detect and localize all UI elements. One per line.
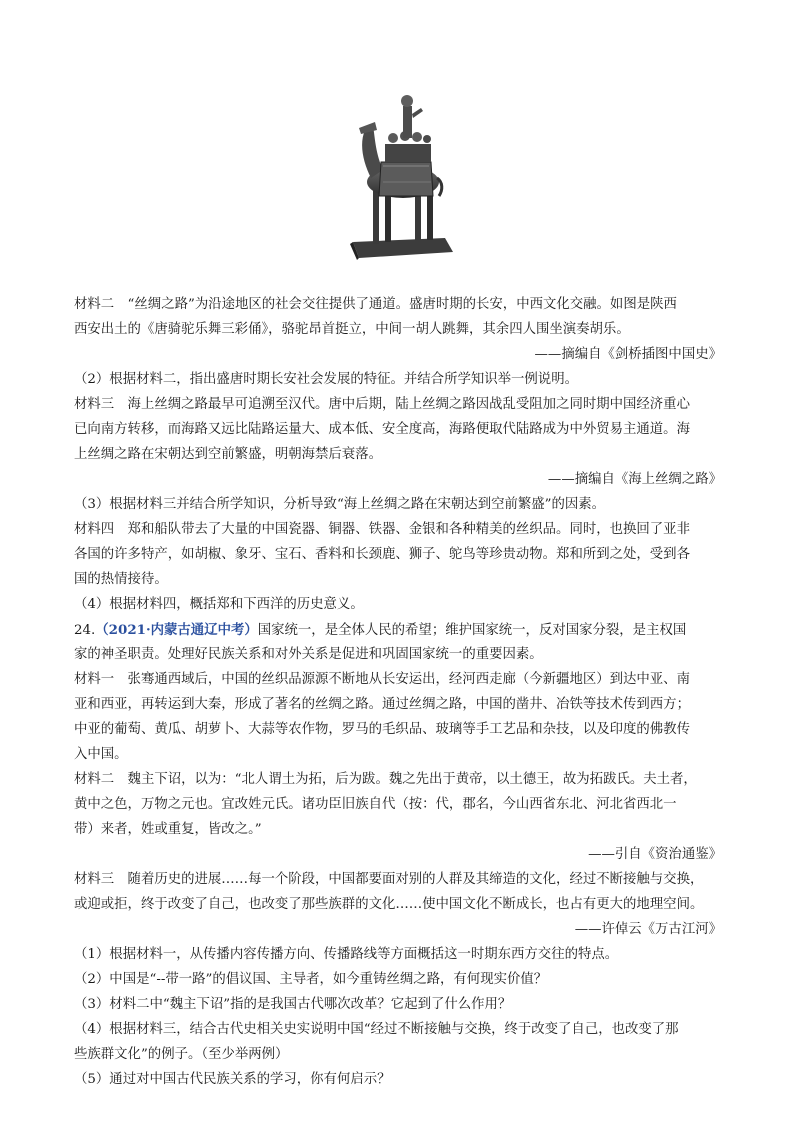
question-3-prior: （3）根据材料三并结合所学知识，分析导致“海上丝绸之路在宋朝达到空前繁盛”的因素。 bbox=[74, 497, 606, 512]
question-4-prior: （4）根据材料四，概括郑和下西洋的历史意义。 bbox=[74, 597, 364, 612]
material-3b-line-1: 材料三 随着历史的进展……每一个阶段，中国都要面对别的人群及其缔造的文化，经过不断接触与交换， bbox=[74, 872, 704, 887]
camel-sculpture-image bbox=[345, 92, 457, 262]
question-1: （1）根据材料一，从传播内容传播方向、传播路线等方面概括这一时期东西方交往的特点。 bbox=[74, 947, 619, 962]
material-4-line-1: 材料四 郑和船队带去了大量的中国瓷器、铜器、铁器、金银和各种精美的丝织品。同时，也换回了亚非 bbox=[74, 522, 690, 537]
question-3: （3）材料二中“魏主下诏”指的是我国古代哪次改革？它起到了什么作用？ bbox=[74, 997, 512, 1012]
exam-source-tag: （2021·内蒙古通辽中考） bbox=[95, 622, 258, 638]
source-citation-1: ——摘编自《剑桥插图中国史》 bbox=[534, 347, 722, 362]
material-3-line-1: 材料三 海上丝绸之路最早可追溯至汉代。唐中后期，陆上丝绸之路因战乱受阻加之同时期中国经济重心 bbox=[74, 397, 690, 412]
material-2-line-2: 西安出土的《唐骑驼乐舞三彩俑》，骆驼昂首挺立，中间一胡人跳舞，其余四人围坐演奏胡乐。 bbox=[74, 322, 630, 337]
material-2b-line-2: 黄中之色，万物之元也。宜改姓元氏。诸功臣旧族自代（按：代，郡名，今山西省东北、河北省西北一 bbox=[74, 797, 677, 812]
material-1-line-2: 亚和西亚，再转运到大秦，形成了著名的丝绸之路。通过丝绸之路，中国的凿井、冶铁等技术传到西方； bbox=[74, 697, 690, 712]
material-2b-line-3: 带）来者，姓或重复，皆改之。” bbox=[74, 822, 262, 837]
question-4-line-2: 些族群文化”的例子。（至少举两例） bbox=[74, 1047, 289, 1062]
material-2-line-1: 材料二 “丝绸之路”为沿途地区的社会交往提供了通道。盛唐时期的长安，中西文化交融。如图是陕西 bbox=[74, 297, 677, 312]
question-24-intro-line-2: 家的神圣职责。处理好民族关系和对外关系是促进和巩固国家统一的重要因素。 bbox=[74, 647, 543, 662]
material-2b-line-1: 材料二 魏主下诏，以为：“北人谓土为拓，后为跋。魏之先出于黄帝，以土德王，故为拓跋氏。夫土者， bbox=[74, 772, 697, 787]
material-3b-line-2: 或迎或拒，终于改变了自己，也改变了那些族群的文化……使中国文化不断成长，也占有更大的地理空间。 bbox=[74, 897, 704, 912]
source-citation-3: ——引自《资治通鉴》 bbox=[588, 847, 722, 862]
question-2: （2）中国是“--带一路”的倡议国、主导者，如今重铸丝绸之路，有何现实价值？ bbox=[74, 972, 548, 987]
material-4-line-3: 国的热情接待。 bbox=[74, 572, 168, 587]
material-3-line-2: 已向南方转移，而海路又远比陆路运量大、成本低、安全度高，海路便取代陆路成为中外贸易主通道。海 bbox=[74, 422, 690, 437]
source-citation-2: ——摘编自《海上丝绸之路》 bbox=[547, 472, 722, 487]
material-1-line-1: 材料一 张骞通西域后，中国的丝织品源源不断地从长安运出，经河西走廊（今新疆地区）到达中亚、南 bbox=[74, 672, 690, 687]
source-citation-4: ——许倬云《万古江河》 bbox=[574, 922, 722, 937]
question-4-line-1: （4）根据材料三，结合古代史相关史实说明中国“经过不断接触与交换，终于改变了自己，也改变了那 bbox=[74, 1022, 679, 1037]
question-24-intro bbox=[74, 622, 686, 639]
material-3-line-3: 上丝绸之路在宋朝达到空前繁盛，明朝海禁后衰落。 bbox=[74, 447, 382, 462]
material-1-line-4: 入中国。 bbox=[74, 747, 128, 762]
question-5: （5）通过对中国古代民族关系的学习，你有何启示？ bbox=[74, 1072, 391, 1087]
material-4-line-2: 各国的许多特产，如胡椒、象牙、宝石、香料和长颈鹿、狮子、鸵鸟等珍贵动物。郑和所到之处，受到各 bbox=[74, 547, 690, 562]
material-1-line-3: 中亚的葡萄、黄瓜、胡萝卜、大蒜等农作物，罗马的毛织品、玻璃等手工艺品和杂技，以及印度的佛教传 bbox=[74, 722, 690, 737]
question-24-intro-text: 国家统一，是全体人民的希望；维护国家统一，反对国家分裂，是主权国 bbox=[257, 623, 687, 638]
question-number: 24. bbox=[74, 623, 96, 638]
question-2-prior: （2）根据材料二，指出盛唐时期长安社会发展的特征。并结合所学知识举一例说明。 bbox=[74, 372, 578, 387]
